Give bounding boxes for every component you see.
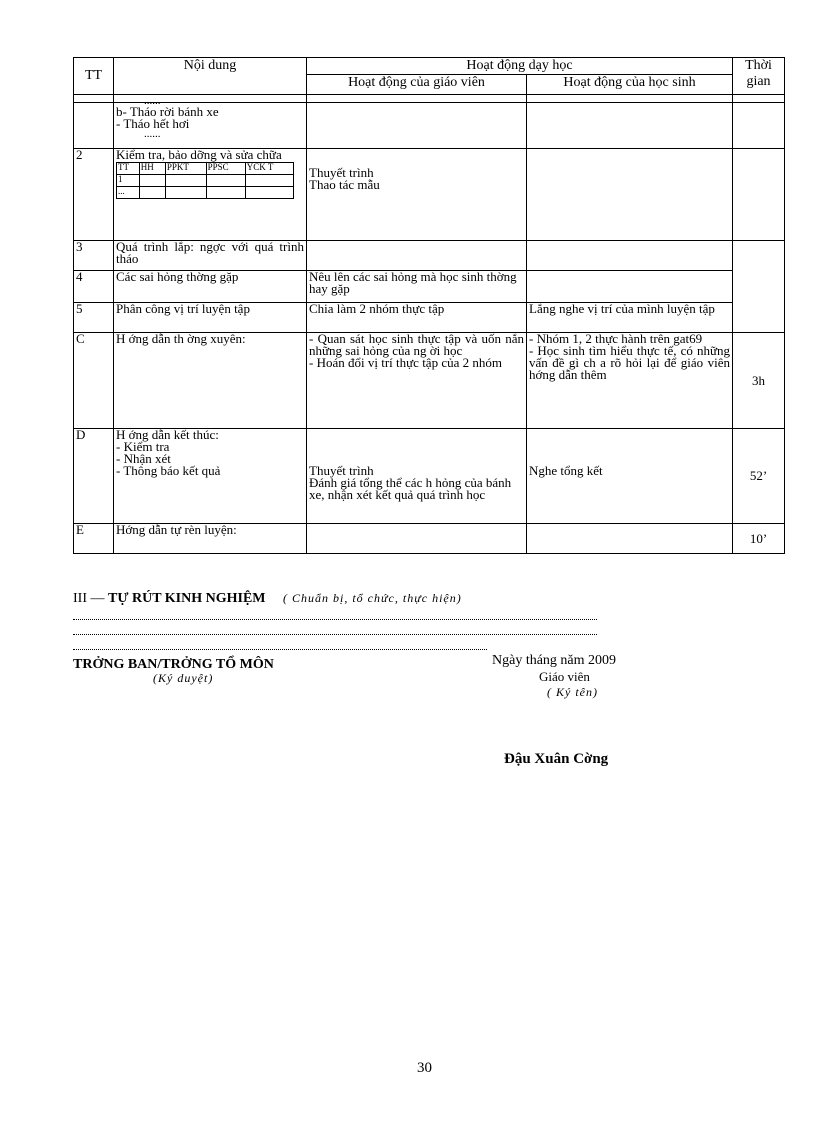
content-line: - Tháo hết hơi [116,116,190,131]
teacher-activity: Đánh giá tổng thể các h hỏng của bánh xe, nhận xét kết quả quá trình học [309,475,512,502]
header-teaching-activities: Hoạt động dạy học [307,58,733,75]
row-content: Quá trình lắp: ngợc với quá trình tháo [114,241,307,271]
ellipsis: ...... [144,128,161,140]
student-activity: - Học sinh tìm hiểu thực tế, có những vấn đề gì ch a rõ hỏi lại để giáo viên hớng dẫn thêm [529,343,730,382]
head-title: TRỞNG BAN/TRỞNG TỔ MÔN [73,657,274,672]
head-signature-block [73,657,274,685]
row-number: 3 [74,241,114,271]
time-value: 10’ [733,524,785,554]
teacher-activity: Nêu lên các sai hỏng mà học sinh thờng hay gặp [307,271,527,303]
dotted-line [73,649,487,651]
teacher-activity: Thao tác mẫu [309,177,380,192]
row-number: 2 [74,149,114,241]
section-title: TỰ RÚT KINH NGHIỆM [108,591,266,606]
subtable-header: PPKT [165,163,206,175]
table-row [74,429,785,524]
table-row [74,524,785,554]
student-activity: Nghe tổng kết [529,463,603,478]
row-number: 4 [74,271,114,303]
subtable-header: YCK T [245,163,293,175]
teacher-name: Đậu Xuân Cờng [504,751,609,767]
teacher-activity: Thuyết trình [309,165,374,180]
head-approval-note: (Ký duyệt) [153,671,214,685]
header-student-activity: Hoạt động của học sinh [527,75,733,95]
date-line: Ngày tháng năm 2009 [492,653,617,668]
header-content: Nội dung [114,58,307,95]
header-tt: TT [74,58,114,95]
content-line: b- Tháo rời bánh xe [116,104,219,119]
section-note: ( Chuẩn bị, tổ chức, thực hiện) [283,591,462,605]
row-content: H ớng dẫn th ờng xuyên: [114,333,307,429]
subtable-header: HH [139,163,165,175]
time-value: 3h [733,333,785,429]
teacher-activity: Chia làm 2 nhóm thực tập [307,303,527,333]
time-value: 52’ [733,429,785,524]
page-number: 30 [417,1060,432,1076]
row-number: C [74,333,114,429]
table-row [74,241,785,271]
dotted-line [73,619,597,621]
table-row [74,333,785,429]
row-content: Kiểm tra, bảo dỡng và sửa chữa [116,147,282,162]
table-row [74,103,785,149]
lesson-plan-table [73,57,785,554]
table-row [74,271,785,303]
teacher-activity: Thuyết trình [309,463,374,478]
inspection-subtable [116,162,294,199]
header-teacher-activity: Hoạt động của giáo viên [307,75,527,95]
table-row [74,303,785,333]
section-number: III — [73,591,105,606]
row-content: - Kiểm tra [116,439,170,454]
ellipsis: ...... [144,95,161,107]
row-content: - Nhận xét [116,451,171,466]
sign-note: ( Ký tên) [547,685,598,699]
section-experience [73,591,462,607]
table-row [74,149,785,241]
teacher-signature-block [492,653,617,699]
row-content: H ớng dẫn kết thúc: [116,427,219,442]
row-number: E [74,524,114,554]
row-number: D [74,429,114,524]
row-content: Phân công vị trí luyện tập [114,303,307,333]
dotted-line [73,634,597,636]
teacher-activity: - Quan sát học sinh thực tập và uốn nắn những sai hỏng của ng ời học [309,331,524,358]
row-content: - Thông báo kết quả [116,463,221,478]
row-content: Hớng dẫn tự rèn luyện: [114,524,307,554]
subtable-cell: ... [117,187,140,199]
student-activity: Lắng nghe vị trí của mình luyện tập [527,303,733,333]
student-activity: - Nhóm 1, 2 thực hành trên gat69 [529,331,703,346]
subtable-header: PPSC [206,163,245,175]
teacher-role: Giáo viên [539,669,590,684]
subtable-cell: 1 [117,175,140,187]
subtable-header: TT [117,163,140,175]
row-content: Các sai hỏng thờng gặp [114,271,307,303]
row-number: 5 [74,303,114,333]
teacher-activity: - Hoán đổi vị trí thực tập của 2 nhóm [309,355,502,370]
header-time: Thời gian [733,58,785,95]
